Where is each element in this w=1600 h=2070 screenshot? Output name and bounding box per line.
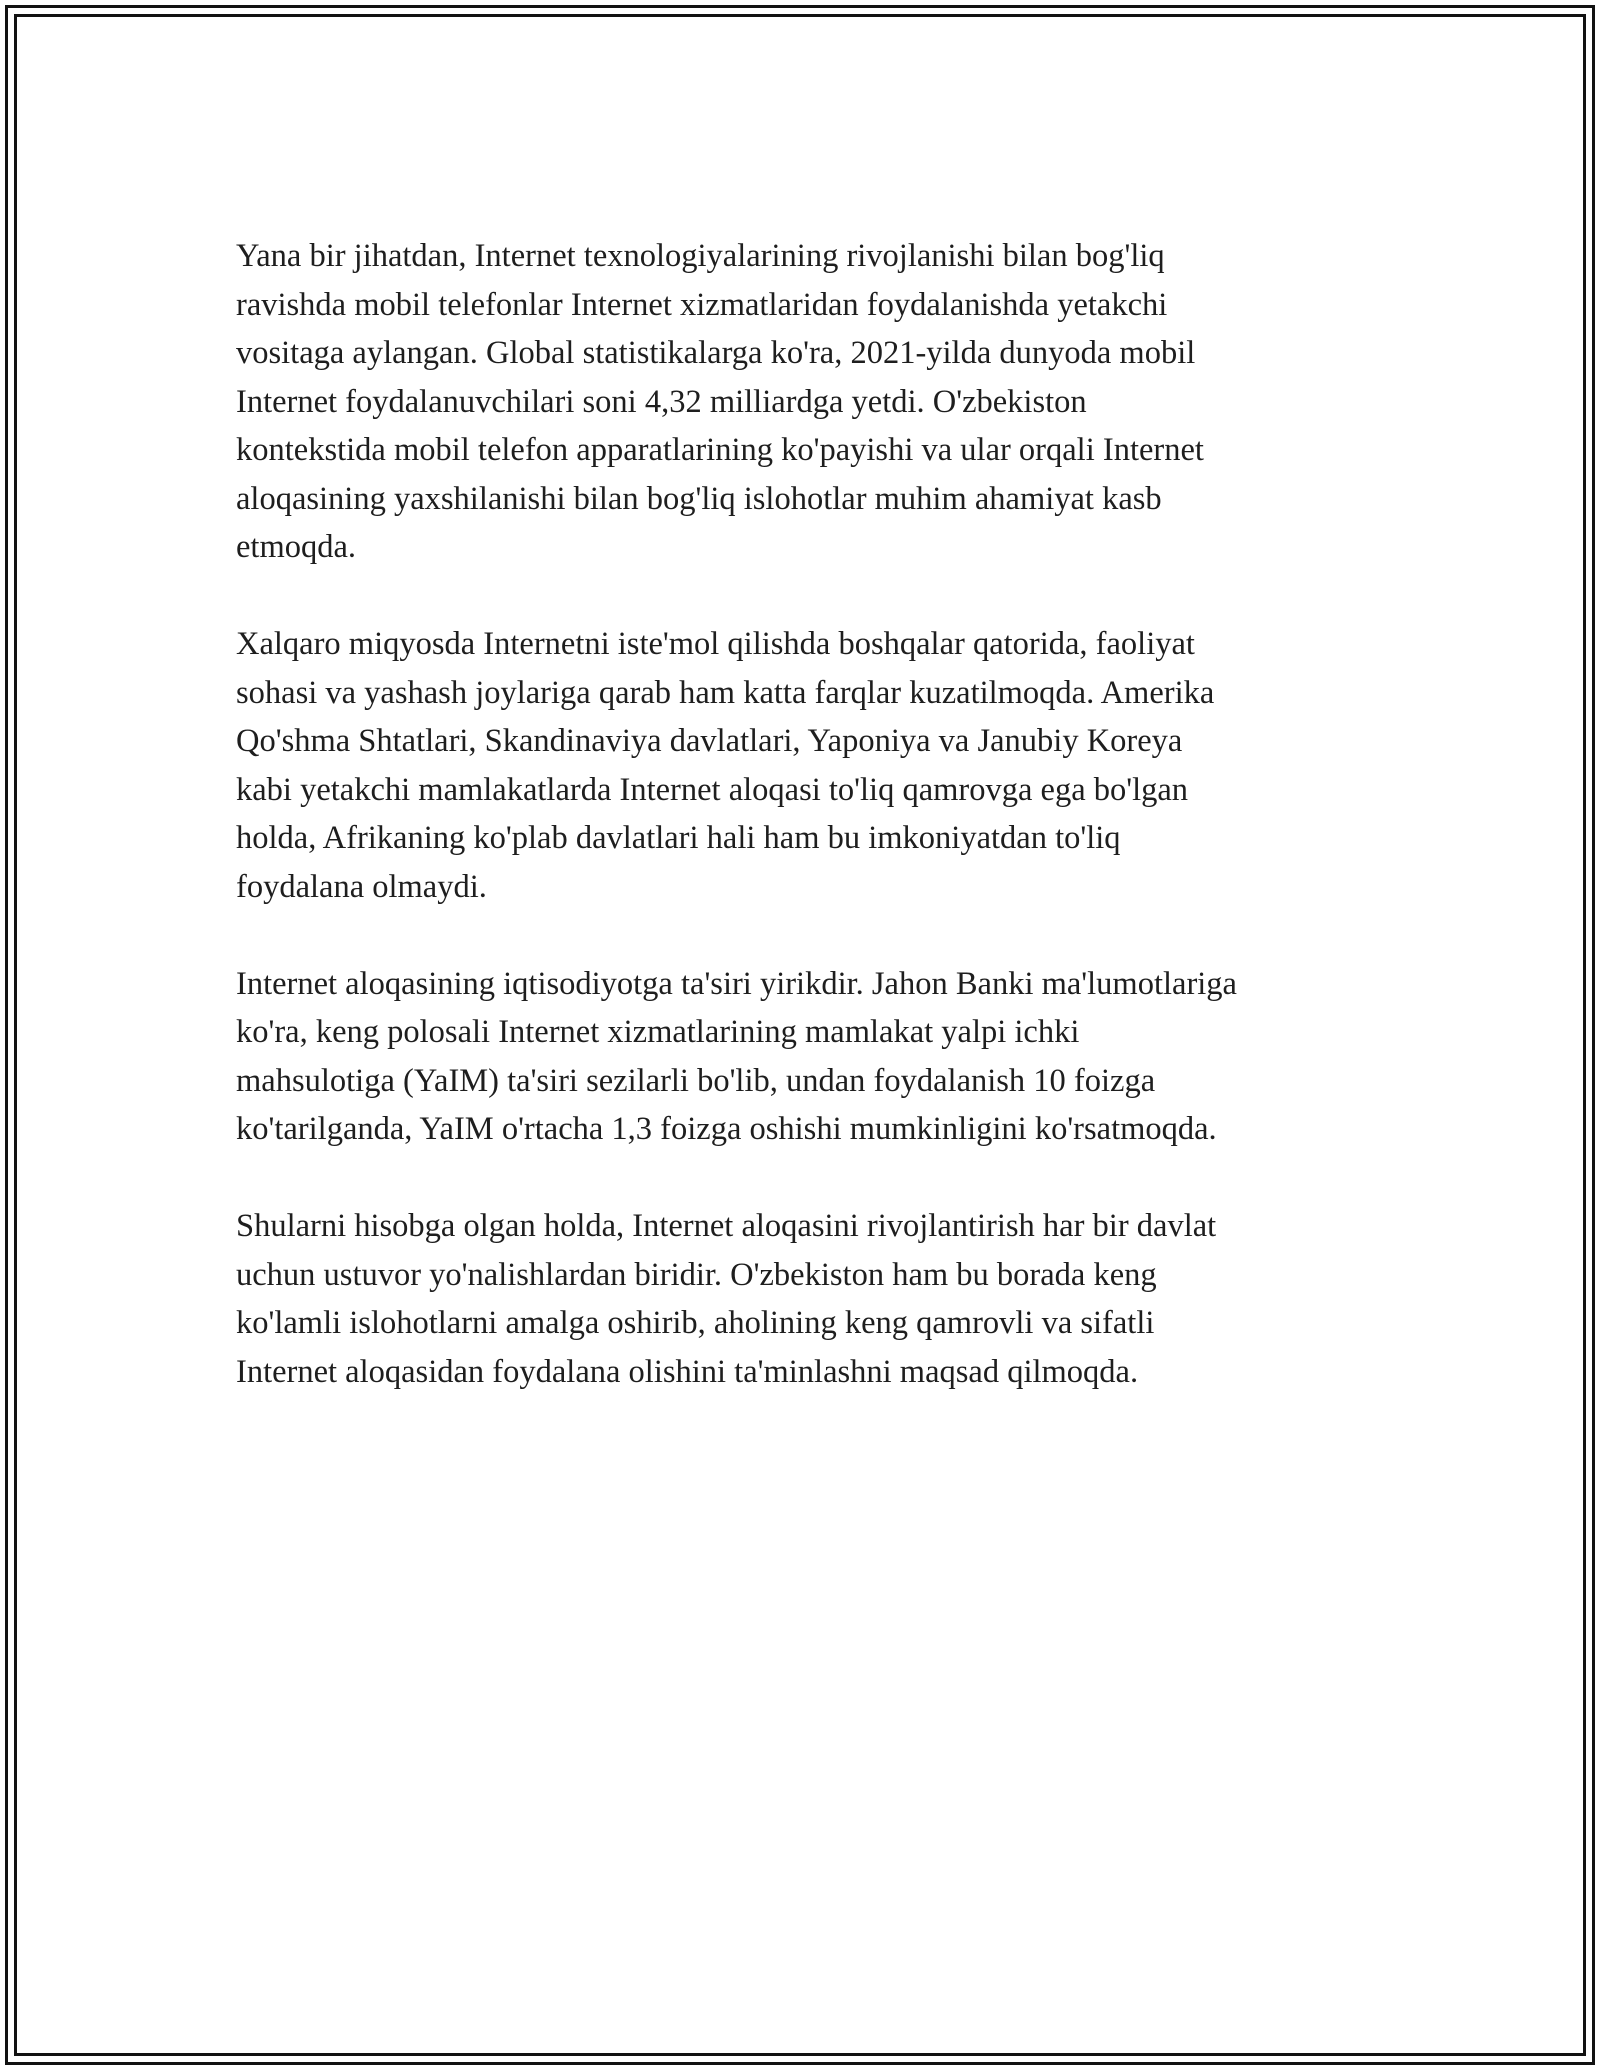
paragraph-economic-impact: Internet aloqasining iqtisodiyotga ta'siri yirikdir. Jahon Banki ma'lumotlariga ko'ra, keng polosali Internet xizmatlarining mamlakat yalpi ichki mahsulotiga (YaIM) ta'siri sezilarli bo'lib, undan foydalanish 10 foizga ko'tarilganda, YaIM o'rtacha 1,3 foizga oshishi mumkinligini ko'rsatmoqda. bbox=[236, 965, 1237, 1147]
paragraph-mobile-internet: Yana bir jihatdan, Internet texnologiyalarining rivojlanishi bilan bog'liq ravishda mobil telefonlar Internet xizmatlaridan foydalanishda yetakchi vositaga aylangan. Global statistikalarga ko'ra, 2021-yilda dunyoda mobil Internet foydalanuvchilari soni 4,32 milliardga yetdi. O'zbekiston kontekstida mobil telefon apparatlarining ko'payishi va ular orqali Internet aloqasining yaxshilanishi bilan bog'liq islohotlar muhim ahamiyat kasb etmoqda. bbox=[236, 238, 1204, 565]
document-body bbox=[236, 232, 1386, 1445]
paragraph-conclusion: Shularni hisobga olgan holda, Internet aloqasini rivojlantirish har bir davlat uchun ustuvor yo'nalishlardan biridir. O'zbekiston ham bu borada keng ko'lamli islohotlarni amalga oshirib, aholining keng qamrovli va sifatli Internet aloqasidan foydalana olishini ta'minlashni maqsad qilmoqda. bbox=[236, 1208, 1217, 1390]
paragraph-international-differences: Xalqaro miqyosda Internetni iste'mol qilishda boshqalar qatorida, faoliyat sohasi va yashash joylariga qarab ham katta farqlar kuzatilmoqda. Amerika Qo'shma Shtatlari, Skandinaviya davlatlari, Yaponiya va Janubiy Koreya kabi yetakchi mamlakatlarda Internet aloqasi to'liq qamrovga ega bo'lgan holda, Afrikaning ko'plab davlatlari hali ham bu imkoniyatdan to'liq foydalana olmaydi. bbox=[236, 626, 1215, 905]
